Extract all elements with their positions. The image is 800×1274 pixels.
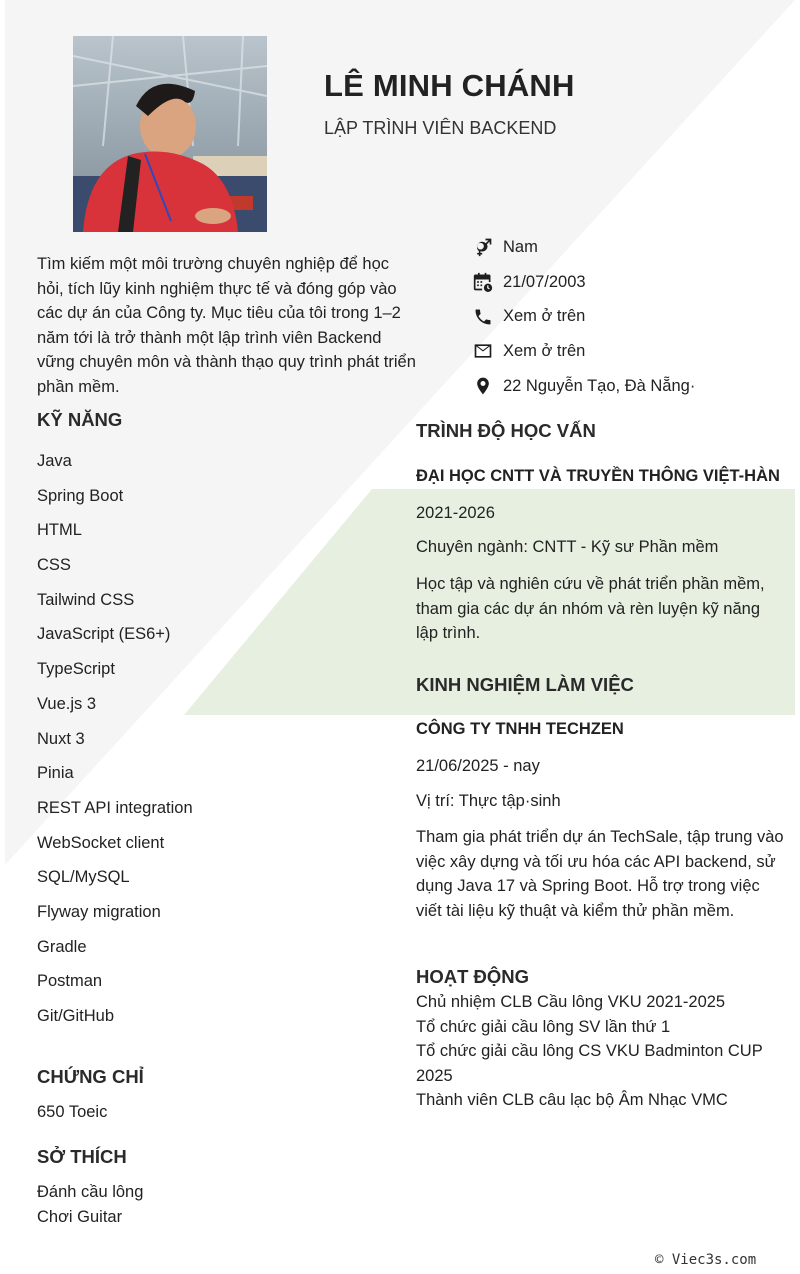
skill-item: WebSocket client [37,833,165,852]
skills-heading: KỸ NĂNG [37,409,123,430]
education-school: ĐẠI HỌC CNTT VÀ TRUYỀN THÔNG VIỆT-HÀN [416,467,780,485]
job-title: LẬP TRÌNH VIÊN BACKEND [324,118,557,138]
hobby-item: Chơi Guitar [37,1208,123,1226]
certificate-item: 650 Toeic [37,1103,108,1121]
activity-item: Chủ nhiệm CLB Cầu lông VKU 2021-2025 [416,993,726,1011]
candidate-name: LÊ MINH CHÁNH [324,68,575,103]
contact-info-list [472,230,695,403]
certificates-heading: CHỨNG CHỈ [37,1066,144,1087]
education-heading: TRÌNH ĐỘ HỌC VẤN [416,420,596,441]
skill-item: Tailwind CSS [37,590,135,609]
skill-item: TypeScript [37,660,115,679]
skill-item: Java [37,452,72,470]
phone-icon [472,306,494,328]
contact-birthdate [472,265,695,300]
education-major: Chuyên ngành: CNTT - Kỹ sư Phần mềm [416,538,719,556]
experience-date: 21/06/2025 - nay [416,757,540,775]
education-description: Học tập và nghiên cứu về phát triển phần mềm, tham gia các dự án nhóm và rèn luyện kỹ năng lập trình. [416,575,765,643]
skill-item: REST API integration [37,798,193,817]
experience-role: Vị trí: Thực tập·sinh [416,792,561,810]
skill-item: Postman [37,972,103,991]
activities-list [416,990,786,1113]
activity-item: Thành viên CLB câu lạc bộ Âm Nhạc VMC [416,1091,728,1110]
experience-description: Tham gia phát triển dự án TechSale, tập trung vào việc xây dựng và tối ưu hóa các API backend, sử dụng Java 17 và Spring Boot. Hỗ trợ trong việc viết tài liệu kỹ thuật và kiểm thử phần mềm. [416,828,784,920]
skill-item: SQL/MySQL [37,868,130,887]
career-objective: Tìm kiếm một môi trường chuyên nghiệp để học hỏi, tích lũy kinh nghiệm thực tế và đóng góp vào các dự án của Công ty. Mục tiêu của tôi trong 1–2 năm tới là trở thành một lập trình viên Backend vững chuyên môn và thành thạo quy trình phát triển phần mềm. [37,255,416,396]
birthdate-value: 21/07/2003 [503,272,586,291]
email-value[interactable]: Xem ở trên [503,341,586,360]
skill-item: CSS [37,556,71,575]
skill-item: Spring Boot [37,486,124,505]
experience-company: CÔNG TY TNHH TECHZEN [416,720,624,738]
skill-item: Pinia [37,764,74,783]
skill-item: Gradle [37,937,87,956]
skill-item: Git/GitHub [37,1007,115,1025]
skill-item: Vue.js 3 [37,694,97,713]
contact-email [472,334,695,369]
contact-address [472,369,695,404]
experience-heading: KINH NGHIỆM LÀM VIỆC [416,674,634,695]
footer-copyright: © Viec3s.com [655,1252,757,1268]
hobbies-list [37,1180,143,1230]
skill-item: Flyway migration [37,902,161,921]
skills-list [37,449,193,1039]
activity-item: Tổ chức giải cầu lông CS VKU Badminton CUP 2025 [416,1042,763,1085]
profile-photo [73,36,267,232]
hobbies-heading: SỞ THÍCH [37,1146,127,1167]
skill-item: JavaScript (ES6+) [37,625,171,644]
gender-value: Nam [503,237,538,256]
hobby-item: Đánh cầu lông [37,1183,144,1201]
contact-gender [472,230,695,265]
email-icon [472,340,494,362]
skill-item: HTML [37,521,82,540]
activities-heading: HOẠT ĐỘNG [416,966,530,987]
activity-item: Tổ chức giải cầu lông SV lần thứ 1 [416,1017,671,1036]
calendar-icon [472,271,494,293]
education-years: 2021-2026 [416,504,495,522]
certificates-list [37,1100,107,1124]
contact-phone [472,299,695,334]
gender-icon [472,236,494,258]
address-value: 22 Nguyễn Tạo, Đà Nẵng· [503,376,696,395]
location-icon [472,375,494,397]
phone-value[interactable]: Xem ở trên [503,307,586,326]
skill-item: Nuxt 3 [37,729,85,748]
